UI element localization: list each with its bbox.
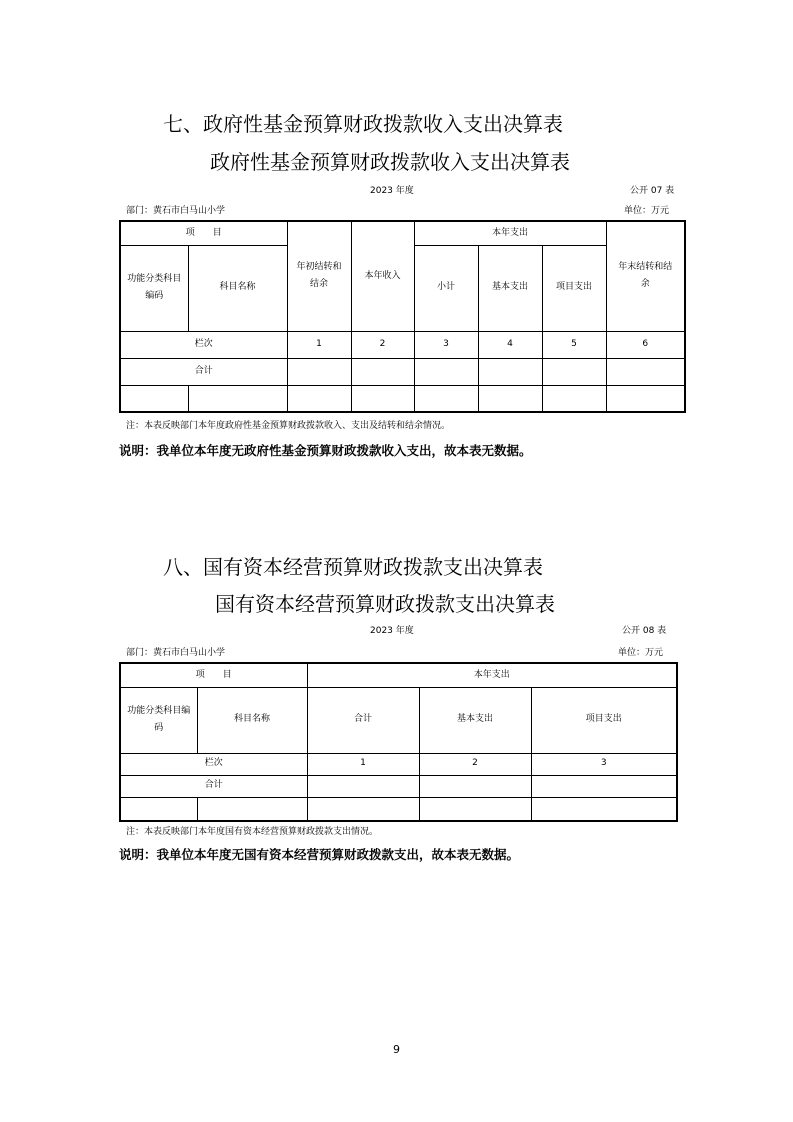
empty-cell bbox=[478, 358, 542, 385]
col-number: 2 bbox=[419, 753, 531, 775]
empty-cell bbox=[419, 797, 531, 821]
header-expenditure: 本年支出 bbox=[307, 663, 677, 687]
section8-heading: 八、国有资本经营预算财政拨款支出决算表 bbox=[163, 555, 543, 579]
empty-cell bbox=[414, 385, 478, 412]
header-expenditure: 本年支出 bbox=[414, 221, 606, 245]
section7-explanation: 说明：我单位本年度无政府性基金预算财政拨款收入支出，故本表无数据。 bbox=[119, 443, 532, 458]
empty-cell bbox=[188, 385, 287, 412]
section8-form-number: 公开 08 表 bbox=[622, 626, 667, 636]
header-project: 项目支出 bbox=[542, 245, 606, 331]
empty-cell bbox=[606, 385, 685, 412]
row-col-label: 栏次 bbox=[120, 331, 287, 358]
header-item: 项 目 bbox=[120, 221, 287, 245]
empty-cell bbox=[606, 358, 685, 385]
empty-cell bbox=[414, 358, 478, 385]
empty-cell bbox=[197, 797, 307, 821]
empty-cell bbox=[419, 775, 531, 797]
section8-table-title: 国有资本经营预算财政拨款支出决算表 bbox=[215, 592, 555, 616]
section8-footnote: 注：本表反映部门本年度国有资本经营预算财政拨款支出情况。 bbox=[126, 827, 379, 837]
page-number: 9 bbox=[393, 1043, 400, 1056]
header-project: 项目支出 bbox=[531, 687, 677, 753]
section7-table-title: 政府性基金预算财政拨款收入支出决算表 bbox=[210, 150, 570, 174]
col-number: 5 bbox=[542, 331, 606, 358]
section8-table bbox=[119, 662, 678, 822]
header-income: 本年收入 bbox=[351, 221, 414, 331]
section8-unit: 单位：万元 bbox=[618, 648, 664, 658]
col-number: 6 bbox=[606, 331, 685, 358]
empty-cell bbox=[531, 797, 677, 821]
empty-cell bbox=[120, 797, 197, 821]
header-subject-name: 科目名称 bbox=[188, 245, 287, 331]
col-number: 3 bbox=[414, 331, 478, 358]
empty-cell bbox=[531, 775, 677, 797]
header-basic: 基本支出 bbox=[478, 245, 542, 331]
empty-cell bbox=[287, 385, 351, 412]
section7-year: 2023 年度 bbox=[370, 186, 414, 196]
section8-year: 2023 年度 bbox=[370, 626, 414, 636]
header-total: 合计 bbox=[307, 687, 419, 753]
section7-table bbox=[119, 220, 686, 413]
empty-cell bbox=[120, 385, 188, 412]
header-begin-balance: 年初结转和结余 bbox=[287, 221, 351, 331]
col-number: 1 bbox=[287, 331, 351, 358]
empty-cell bbox=[351, 385, 414, 412]
header-func-code: 功能分类科目编码 bbox=[120, 687, 197, 753]
total-label: 合计 bbox=[120, 775, 307, 797]
empty-cell bbox=[542, 385, 606, 412]
section8-explanation: 说明：我单位本年度无国有资本经营预算财政拨款支出，故本表无数据。 bbox=[119, 847, 520, 862]
section7-footnote: 注：本表反映部门本年度政府性基金预算财政拨款收入、支出及结转和结余情况。 bbox=[126, 421, 451, 431]
empty-cell bbox=[542, 358, 606, 385]
empty-cell bbox=[307, 797, 419, 821]
col-number: 3 bbox=[531, 753, 677, 775]
col-number: 4 bbox=[478, 331, 542, 358]
empty-cell bbox=[351, 358, 414, 385]
header-item: 项 目 bbox=[120, 663, 307, 687]
section7-unit: 单位：万元 bbox=[624, 206, 670, 216]
header-subtotal: 小计 bbox=[414, 245, 478, 331]
section7-heading: 七、政府性基金预算财政拨款收入支出决算表 bbox=[163, 112, 563, 136]
section7-department: 部门：黄石市白马山小学 bbox=[126, 206, 226, 216]
section7-form-number: 公开 07 表 bbox=[630, 186, 675, 196]
row-col-label: 栏次 bbox=[120, 753, 307, 775]
col-number: 2 bbox=[351, 331, 414, 358]
header-basic: 基本支出 bbox=[419, 687, 531, 753]
empty-cell bbox=[287, 358, 351, 385]
total-label: 合计 bbox=[120, 358, 287, 385]
header-subject-name: 科目名称 bbox=[197, 687, 307, 753]
col-number: 1 bbox=[307, 753, 419, 775]
empty-cell bbox=[307, 775, 419, 797]
section8-department: 部门：黄石市白马山小学 bbox=[126, 648, 226, 658]
header-func-code: 功能分类科目编码 bbox=[120, 245, 188, 331]
header-end-balance: 年末结转和结余 bbox=[606, 221, 685, 331]
empty-cell bbox=[478, 385, 542, 412]
